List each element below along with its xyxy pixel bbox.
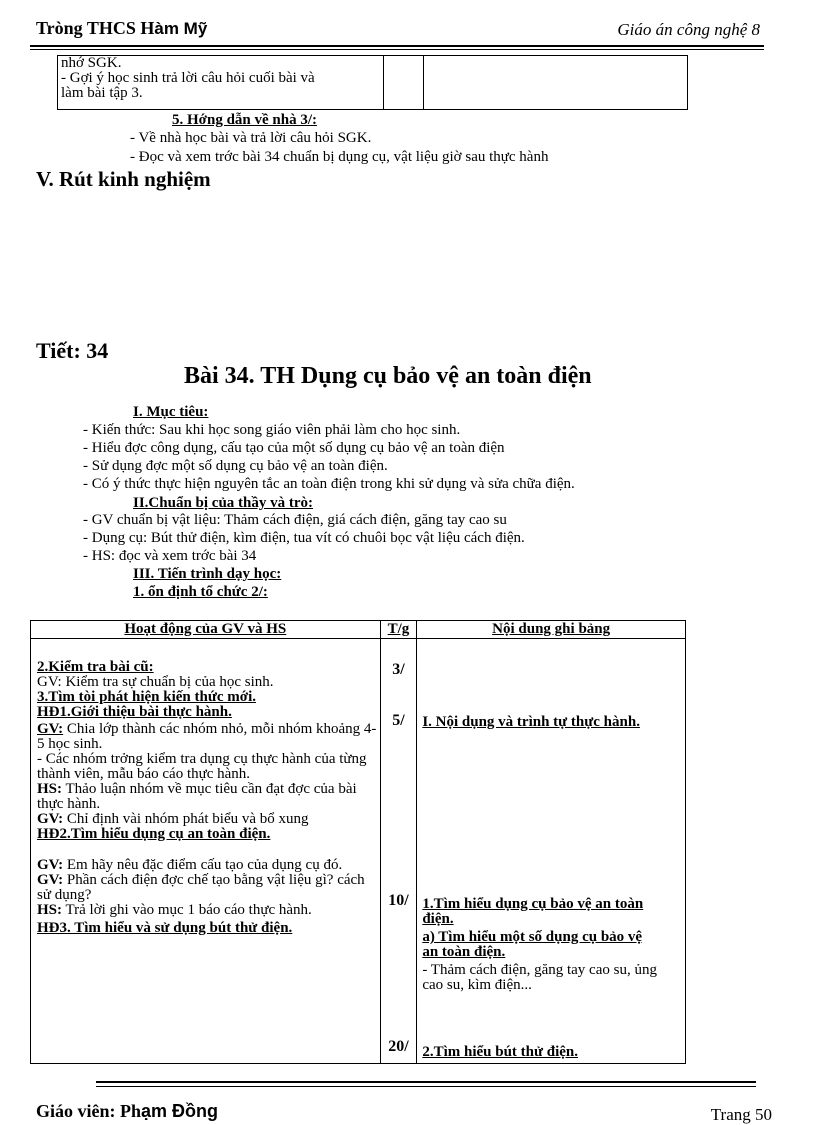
tim-toi-title: 3.Tìm tòi phát hiện kiến thức mới. — [37, 689, 256, 705]
page-number: Trang 50 — [710, 1105, 772, 1124]
gv-label: GV: — [37, 811, 64, 827]
empty-cell — [424, 56, 688, 110]
gv-label: GV: — [37, 857, 64, 873]
lesson-title: Bài 34. TH Dụng cụ bảo vệ an toàn điện — [184, 363, 592, 389]
footer-teacher — [36, 1101, 218, 1122]
col-header-content: Nội dung ghi bảng — [417, 621, 686, 639]
hd2-gv2-text: Phần cách điện đợc chế tạo bằng vật liệu gì? cách sử dụng? — [37, 872, 365, 903]
time-cell — [380, 639, 417, 1064]
hd1-gv-text: Chia lớp thành các nhóm nhỏ, mỗi nhóm khoảng 4-5 học sinh. — [37, 721, 377, 752]
content-2-text: - Thảm cách điện, găng tay cao su, ủng cao su, kìm điện... — [422, 962, 657, 993]
section-v-title: V. Rút kinh nghiệm — [36, 167, 211, 191]
objective-item: - Kiến thức: Sau khi học song giáo viên phải làm cho học sinh. — [83, 422, 461, 438]
school-suffix: àm Mỹ — [154, 19, 208, 38]
preparation-title: II.Chuẩn bị của thầy và trò: — [133, 495, 314, 511]
hd1-hs-text: Thảo luận nhóm về mục tiêu cần đạt đợc của bài thực hành. — [37, 781, 357, 812]
time-kiem-tra: 3/ — [392, 661, 405, 678]
objectives-title: I. Mục tiêu: — [133, 404, 209, 420]
hd1-gv2 — [37, 812, 380, 827]
content-cell — [417, 639, 686, 1064]
hd2-gv2 — [37, 873, 380, 903]
footer-rule-thin — [96, 1086, 756, 1087]
content-2-title: 1.Tìm hiểu dụng cụ bảo vệ an toàn điện. — [422, 896, 644, 927]
hd1-title: HĐ1.Giới thiệu bài thực hành. — [37, 704, 232, 720]
objective-item: - Sử dụng đợc một số dụng cụ bảo vệ an toàn điện. — [83, 458, 388, 474]
hd3-title: HĐ3. Tìm hiểu và sử dụng bút thử điện. — [37, 920, 293, 936]
process-title: III. Tiến trình dạy học: — [133, 566, 282, 582]
header-rule-thin — [30, 49, 764, 50]
hd2-gv-text: Em hãy nêu đặc điểm cấu tạo của dụng cụ đó. — [63, 857, 343, 873]
preparation-item: - GV chuẩn bị vật liệu: Thảm cách điện, giá cách điện, găng tay cao su — [83, 512, 507, 528]
homework-title: 5. Hớng dẫn về nhà 3/: — [172, 112, 318, 128]
header-rule — [30, 45, 764, 47]
hd2-gv — [37, 858, 380, 873]
empty-cell — [384, 56, 424, 110]
content-2a: a) Tìm hiểu một số dụng cụ bảo vệ an toàn điện. — [422, 929, 643, 960]
hd2-hs — [37, 903, 380, 918]
homework-item: - Về nhà học bài và trả lời câu hỏi SGK. — [130, 130, 372, 146]
col-header-activity: Hoạt động của GV và HS — [31, 621, 381, 639]
preparation-item: - HS: đọc và xem trớc bài 34 — [83, 548, 257, 564]
tiet-label: Tiết: 34 — [36, 338, 109, 363]
gv-label: GV: — [37, 721, 64, 737]
teacher-suffix: ạm Đồng — [141, 1101, 219, 1121]
content-3: 2.Tìm hiểu bút thử điện. — [422, 1044, 579, 1060]
activity-cell — [31, 639, 381, 1064]
hd2-title: HĐ2.Tìm hiểu dụng cụ an toàn điện. — [37, 826, 271, 842]
footer-rule — [96, 1081, 756, 1083]
teacher-prefix: Giáo viên: Ph — [36, 1101, 142, 1121]
lesson-table — [30, 620, 686, 1064]
gv-label: GV: — [37, 872, 64, 888]
col-header-time: T/g — [380, 621, 417, 639]
time-hd2: 10/ — [388, 892, 409, 909]
objective-item: - Hiểu đợc công dụng, cấu tạo của một số dụng cụ bảo vệ an toàn điện — [83, 440, 505, 456]
continuation-cell — [58, 56, 384, 110]
hd1-gv — [37, 722, 380, 752]
kiem-tra-text: GV: Kiểm tra sự chuẩn bị của học sinh. — [37, 674, 274, 690]
hs-label: HS: — [37, 902, 63, 918]
time-hd3: 20/ — [388, 1038, 409, 1055]
text-line: nhớ SGK. — [61, 55, 122, 71]
header-school — [36, 18, 207, 39]
hd1-hs — [37, 782, 380, 812]
header-subject: Giáo án công nghệ 8 — [617, 20, 760, 39]
school-prefix: Tròng THCS H — [36, 18, 155, 38]
hs-label: HS: — [37, 781, 63, 797]
continuation-table — [57, 55, 688, 110]
text-line: - Gợi ý học sinh trả lời câu hỏi cuối bài và — [61, 70, 315, 86]
hd2-hs-text: Trả lời ghi vào mục 1 báo cáo thực hành. — [62, 902, 312, 918]
preparation-item: - Dụng cụ: Bút thử điện, kìm điện, tua vít có chuôi bọc vật liệu cách điện. — [83, 530, 525, 546]
kiem-tra-title: 2.Kiểm tra bài cũ: — [37, 659, 154, 675]
content-1: I. Nội dụng và trình tự thực hành. — [422, 714, 640, 730]
hd1-gv2-text: Chỉ định vài nhóm phát biểu và bổ xung — [63, 811, 309, 827]
time-hd1: 5/ — [392, 712, 405, 729]
text-line: làm bài tập 3. — [61, 85, 143, 101]
homework-item: - Đọc và xem trớc bài 34 chuẩn bị dụng cụ, vật liệu giờ sau thực hành — [130, 149, 549, 165]
hd1-text2: - Các nhóm trởng kiểm tra dụng cụ thực hành của từng thành viên, mẫu báo cáo thực hành. — [37, 751, 367, 782]
objective-item: - Có ý thức thực hiện nguyên tắc an toàn điện trong khi sử dụng và sửa chữa điện. — [83, 476, 575, 492]
process-step1: 1. ổn định tổ chức 2/: — [133, 584, 268, 600]
